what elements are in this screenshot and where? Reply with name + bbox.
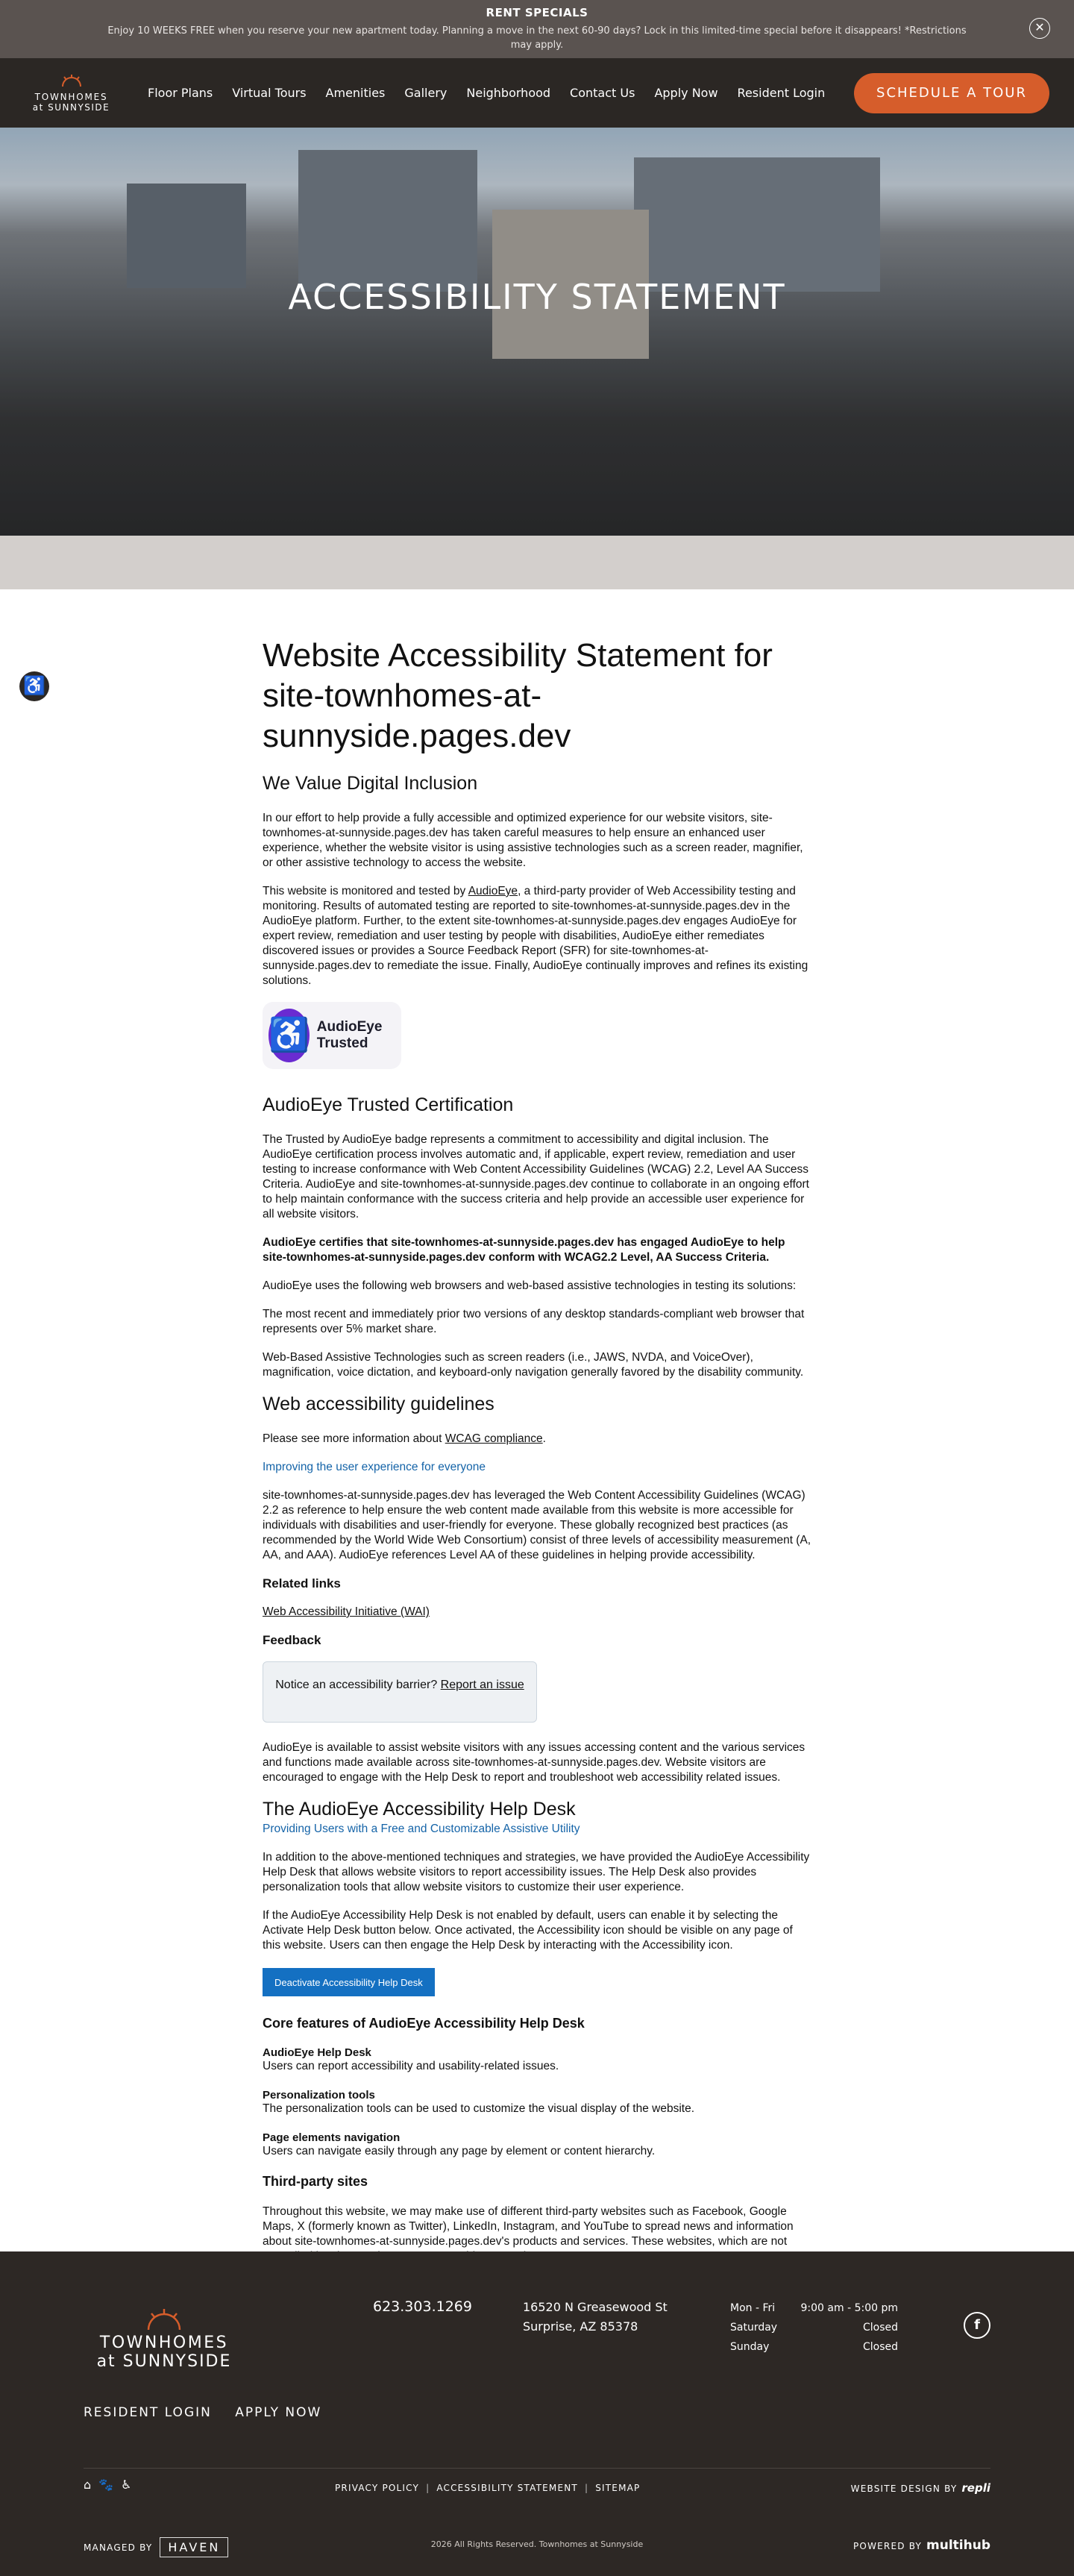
inclusion-heading: We Value Digital Inclusion xyxy=(263,773,478,794)
wai-link[interactable]: Web Accessibility Initiative (WAI) xyxy=(263,1605,430,1618)
rent-specials-banner xyxy=(0,0,1074,58)
third-party-heading: Third-party sites xyxy=(263,2174,368,2189)
site-logo[interactable] xyxy=(25,74,118,113)
related-links xyxy=(263,1605,811,1620)
guidelines-text-2: . xyxy=(542,1432,546,1445)
hours-time: Closed xyxy=(862,2322,898,2334)
available-paragraph: AudioEye is available to assist website visitors with any issues accessing content and the various services and functions made available across site-townhomes-at-sunnyside.pages.dev. Website visitors are encouraged to engage with the Help Desk to report and troubleshoot web accessibility related issues. xyxy=(263,1741,806,1784)
certification-bold: AudioEye certifies that site-townhomes-at-sunnyside.pages.dev has engaged AudioEye to help site-townhomes-at-sunnyside.pages.dev conform with WCAG2.2 Level, AA Success Criteria. xyxy=(263,1236,785,1264)
facebook-icon[interactable]: f xyxy=(964,2312,990,2339)
footer-phone[interactable]: 623.303.1269 xyxy=(373,2298,472,2315)
footer-compliance-icons xyxy=(84,2478,139,2492)
feature-item xyxy=(263,2131,811,2159)
helpdesk-heading: The AudioEye Accessibility Help Desk xyxy=(263,1799,576,1820)
nav-floor-plans[interactable]: Floor Plans xyxy=(148,86,213,100)
powered-by[interactable] xyxy=(853,2538,990,2553)
badge-text: AudioEye Trusted xyxy=(316,1019,383,1051)
guidelines-paragraph xyxy=(263,1432,811,1447)
accessibility-icon[interactable]: ♿ xyxy=(19,671,49,701)
sun-icon xyxy=(138,2308,190,2331)
footer-address[interactable] xyxy=(523,2298,668,2337)
hero-overlay xyxy=(0,128,1074,536)
hours-day: Saturday xyxy=(730,2322,778,2334)
monitor-text-2: , a third-party provider of Web Accessibility testing and monitoring. Results of automated testing are reported to site-townhomes-at-sunnyside.pages.dev in the AudioEye platform. Further, to the extent site-townhomes-at-sunnyside.pages.dev engages AudioEye for expert review, remediation and user testing by people with disabilities, AudioEye either remediates discovered issues or provides a Source Feedback Report (SFR) for site-townhomes-at-sunnyside.pages.dev to remediate the issue. Finally, AudioEye continually improves and refines its existing solutions. xyxy=(263,885,808,987)
audioeye-trusted-badge[interactable] xyxy=(263,1002,401,1069)
footer-quick-links xyxy=(84,2405,339,2420)
certification-heading: AudioEye Trusted Certification xyxy=(263,1094,514,1115)
privacy-policy-link[interactable]: PRIVACY POLICY xyxy=(335,2483,420,2493)
feature-item xyxy=(263,2089,811,2116)
footer-logo-line1: TOWNHOMES xyxy=(99,2334,229,2352)
certification-paragraph: The Trusted by AudioEye badge represents a commitment to accessibility and digital inclusion. The AudioEye certification process involves automatic and, if applicable, expert review, remediation and user testing to increase conformance with Web Content Accessibility Guidelines (WCAG) 2.2, Level AA Success Criteria. AudioEye and site-townhomes-at-sunnyside.pages.dev continue to collaborate in an ongoing effort to help maintain conformance with the success criteria and help provide an accessible user experience for all website visitors. xyxy=(263,1133,809,1220)
separator: | xyxy=(426,2483,430,2493)
hours-row xyxy=(730,2337,898,2357)
nav-contact-us[interactable]: Contact Us xyxy=(570,86,635,100)
related-heading: Related links xyxy=(263,1576,341,1591)
helpdesk-subheading: Providing Users with a Free and Customizable Assistive Utility xyxy=(263,1823,580,1835)
website-design-credit[interactable] xyxy=(851,2481,990,2495)
helpdesk-paragraph-2: If the AudioEye Accessibility Help Desk is not enabled by default, users can enable it by selecting the Activate Help Desk button below. Once activated, the Accessibility icon should be visible on any page of this website. Users can then engage the Help Desk by interacting with the Accessibility icon. xyxy=(263,1909,793,1952)
nav-amenities[interactable]: Amenities xyxy=(325,86,386,100)
inclusion-paragraph: In our effort to help provide a fully accessible and optimized experience for our website visitors, site-townhomes-at-sunnyside.pages.dev has taken careful measures to help ensure an enhanced user experience, whether the website visitor is using assistive technologies such as a screen reader, magnifier, or other assistive technology to access the website. xyxy=(263,812,803,869)
wcag-link[interactable]: WCAG compliance xyxy=(445,1432,543,1445)
guidelines-text-1: Please see more information about xyxy=(263,1432,445,1445)
assistive-tech-paragraph: Web-Based Assistive Technologies such as screen readers (i.e., JAWS, NVDA, and VoiceOver), magnification, voice dictation, and keyboard-only navigation generally favored by the disability community. xyxy=(263,1351,804,1379)
third-party-paragraph: Throughout this website, we may make use of different third-party websites such as Facebook, Google Maps, X (formerly known as Twitter), LinkedIn, Instagram, and YouTube to spread news and information about site-townhomes-at-sunnyside.pages.dev's products and services. These websites, which are not xyxy=(263,2205,794,2248)
helpdesk-paragraph-1: In addition to the above-mentioned techniques and strategies, we have provided the AudioEye Accessibility Help Desk that allows website visitors to report accessibility issues. The Help Desk also provides personalization tools that allow website visitors to customize their user experience. xyxy=(263,1851,810,1893)
monitor-text-1: This website is monitored and tested by xyxy=(263,885,468,897)
accessibility-person-icon: ♿ xyxy=(268,1009,310,1062)
nav-gallery[interactable]: Gallery xyxy=(404,86,448,100)
nav-resident-login[interactable]: Resident Login xyxy=(737,86,826,100)
hero-bottom-band xyxy=(0,536,1074,589)
nav-apply-now[interactable]: Apply Now xyxy=(654,86,718,100)
report-issue-link[interactable]: Report an issue xyxy=(440,1679,524,1691)
resident-login-link[interactable]: RESIDENT LOGIN xyxy=(84,2405,212,2420)
footer-divider xyxy=(84,2468,990,2469)
hero-banner xyxy=(0,128,1074,536)
feedback-heading: Feedback xyxy=(263,1633,321,1647)
schedule-tour-button[interactable]: SCHEDULE A TOUR xyxy=(854,73,1049,113)
hours-row xyxy=(730,2318,898,2337)
hours-row xyxy=(730,2298,898,2318)
managed-label: MANAGED BY xyxy=(84,2542,153,2553)
promo-title: RENT SPECIALS xyxy=(486,6,588,19)
design-label: WEBSITE DESIGN BY xyxy=(850,2483,958,2494)
address-line2: Surprise, AZ 85378 xyxy=(523,2319,638,2334)
feedback-box xyxy=(263,1661,537,1723)
footer-logo-line2: at SUNNYSIDE xyxy=(96,2352,232,2371)
repli-logo: repli xyxy=(961,2481,990,2495)
sun-icon xyxy=(57,74,87,87)
nav-links xyxy=(148,86,854,100)
feature-text: Users can report accessibility and usability-related issues. xyxy=(263,2060,559,2072)
hours-day: Sunday xyxy=(730,2341,770,2353)
promo-text: Enjoy 10 WEEKS FREE when you reserve your new apartment today. Planning a move in the next 60-90 days? Lock in this limited-time special before it disappears! *Restrictions may apply. xyxy=(107,25,967,51)
feature-title: AudioEye Help Desk xyxy=(263,2046,371,2059)
accessibility-article xyxy=(263,636,811,2264)
core-features-heading: Core features of AudioEye Accessibility Help Desk xyxy=(263,2016,585,2031)
pet-friendly-icon: 🐾 xyxy=(98,2478,122,2492)
main-content xyxy=(0,589,1074,2264)
improving-subheading: Improving the user experience for everyone xyxy=(263,1461,486,1473)
wheelchair-icon: ♿ xyxy=(121,2478,139,2492)
feedback-text: Notice an accessibility barrier? xyxy=(275,1679,441,1691)
footer-legal-links xyxy=(335,2483,641,2493)
equal-housing-icon: ⌂ xyxy=(84,2478,99,2492)
office-hours xyxy=(730,2298,898,2357)
address-line1: 16520 N Greasewood St xyxy=(523,2300,668,2314)
feature-title: Personalization tools xyxy=(263,2089,375,2102)
powered-label: POWERED BY xyxy=(853,2541,923,2551)
browsers-paragraph: AudioEye uses the following web browsers and web-based assistive technologies in testing its solutions: xyxy=(263,1279,797,1292)
nav-virtual-tours[interactable]: Virtual Tours xyxy=(232,86,307,100)
hours-time: 9:00 am - 5:00 pm xyxy=(800,2302,898,2314)
haven-logo: HAVEN xyxy=(160,2537,228,2557)
browsers-detail: The most recent and immediately prior two versions of any desktop standards-compliant web browser that represents over 5% market share. xyxy=(263,1308,805,1335)
article-title: Website Accessibility Statement for site-townhomes-at-sunnyside.pages.dev xyxy=(263,637,773,754)
close-icon[interactable]: ✕ xyxy=(1029,18,1050,39)
separator: | xyxy=(584,2483,589,2493)
audioeye-link[interactable]: AudioEye xyxy=(468,885,518,897)
deactivate-helpdesk-button[interactable]: Deactivate Accessibility Help Desk xyxy=(263,1968,435,1996)
page-title: ACCESSIBILITY STATEMENT xyxy=(288,277,786,317)
guidelines-heading: Web accessibility guidelines xyxy=(263,1394,494,1414)
main-navigation xyxy=(0,58,1074,128)
monitor-paragraph xyxy=(263,884,811,988)
apply-now-link[interactable]: APPLY NOW xyxy=(235,2405,322,2420)
feature-text: The personalization tools can be used to customize the visual display of the website. xyxy=(263,2102,694,2115)
feature-item xyxy=(263,2046,811,2074)
nav-neighborhood[interactable]: Neighborhood xyxy=(466,86,551,100)
logo-line1: TOWNHOMES xyxy=(34,91,108,102)
sitemap-link[interactable]: SITEMAP xyxy=(595,2483,641,2493)
footer-logo[interactable] xyxy=(90,2308,239,2371)
leveraged-paragraph: site-townhomes-at-sunnyside.pages.dev has leveraged the Web Content Accessibility Guidelines (WCAG) 2.2 as reference to help ensure the web content made available from this website is more accessible for individuals with disabilities and user-friendly for everyone. These globally recognized best practices (as recommended by the World Wide Web Consortium) consist of three levels of accessibility measurement (A, AA, and AAA). AudioEye references Level AA of these guidelines in helping provide accessibility. xyxy=(263,1489,811,1561)
hours-day: Mon - Fri xyxy=(730,2302,776,2314)
accessibility-statement-link[interactable]: ACCESSIBILITY STATEMENT xyxy=(436,2483,578,2493)
site-footer xyxy=(0,2251,1074,2576)
copyright: 2026 All Rights Reserved. Townhomes at Sunnyside xyxy=(430,2539,644,2549)
hours-time: Closed xyxy=(862,2341,898,2353)
multihub-logo: multihub xyxy=(926,2538,990,2553)
feature-text: Users can navigate easily through any page by element or content hierarchy. xyxy=(263,2145,656,2157)
feature-title: Page elements navigation xyxy=(263,2131,401,2144)
logo-line2: at SUNNYSIDE xyxy=(32,101,110,113)
